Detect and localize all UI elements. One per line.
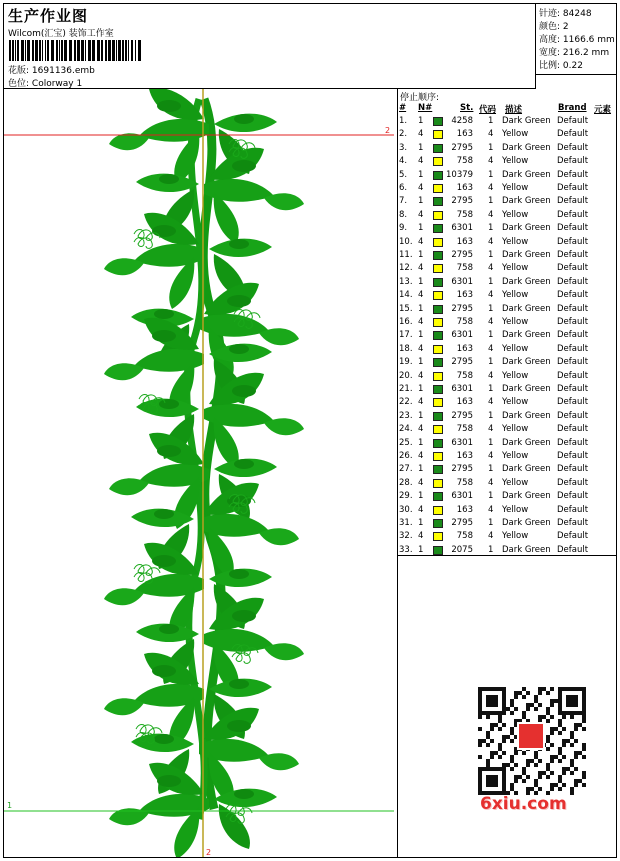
col-needle: N# [418, 103, 433, 113]
row-brand: Default [557, 236, 589, 247]
table-row [398, 384, 616, 397]
row-index: 8. [399, 209, 408, 220]
color-swatch [433, 264, 443, 273]
row-stitches: 2795 [451, 464, 473, 475]
color-swatch [433, 278, 443, 287]
row-description: Yellow [502, 263, 529, 274]
row-stitches: 163 [456, 504, 473, 515]
color-swatch [433, 532, 443, 541]
row-needle: 4 [418, 343, 424, 354]
color-swatch [433, 385, 443, 394]
row-index: 16. [399, 317, 413, 327]
row-description: Yellow [502, 397, 529, 408]
row-needle: 1 [418, 544, 424, 555]
row-needle: 1 [418, 116, 424, 126]
row-needle: 4 [418, 451, 424, 461]
row-brand: Default [557, 209, 589, 220]
page-title: 生产作业图 [8, 7, 89, 25]
design-preview [4, 89, 398, 857]
row-description: Dark Green [502, 276, 551, 287]
row-description: Dark Green [502, 357, 551, 368]
row-needle: 1 [418, 303, 424, 314]
row-index: 32. [399, 531, 413, 542]
col-idx: # [399, 103, 407, 113]
color-swatch [433, 425, 443, 434]
table-row [398, 478, 616, 491]
marker-vertical: 2 [206, 848, 212, 857]
color-swatch [433, 465, 443, 474]
row-description: Yellow [502, 317, 529, 327]
row-code: 1 [488, 491, 494, 502]
row-index: 17. [399, 330, 413, 341]
color-swatch [433, 238, 443, 247]
color-swatch [433, 506, 443, 515]
row-stitches: 2795 [451, 250, 473, 260]
row-index: 4. [399, 156, 408, 167]
row-description: Dark Green [502, 384, 551, 394]
row-index: 1. [399, 116, 408, 126]
color-swatch [433, 184, 443, 193]
row-needle: 1 [418, 464, 424, 475]
row-description: Yellow [502, 424, 529, 435]
row-needle: 4 [418, 236, 424, 247]
row-description: Dark Green [502, 330, 551, 341]
colorway-line [8, 76, 82, 89]
row-brand: Default [557, 116, 589, 126]
row-brand: Default [557, 129, 589, 140]
row-brand: Default [557, 169, 589, 180]
row-brand: Default [557, 290, 589, 301]
row-needle: 1 [418, 437, 424, 448]
color-swatch [433, 479, 443, 488]
row-needle: 1 [418, 384, 424, 394]
row-code: 1 [488, 169, 494, 180]
row-stitches: 163 [456, 290, 473, 301]
row-code: 1 [488, 142, 494, 153]
row-description: Dark Green [502, 437, 551, 448]
row-index: 18. [399, 343, 413, 354]
row-needle: 4 [418, 317, 424, 327]
table-row [398, 491, 616, 504]
row-brand: Default [557, 317, 589, 327]
row-stitches: 6301 [451, 330, 473, 341]
row-stitches: 6301 [451, 384, 473, 394]
color-swatch [433, 130, 443, 139]
row-brand: Default [557, 370, 589, 381]
color-swatch [433, 171, 443, 180]
stat-stitches: 针迹: 84248 [539, 9, 592, 19]
color-swatch [433, 211, 443, 220]
barcode-icon [9, 40, 141, 61]
row-code: 1 [488, 518, 494, 528]
table-row [398, 371, 616, 384]
row-index: 25. [399, 437, 413, 448]
table-row [398, 344, 616, 357]
col-element: 元素 [594, 105, 612, 115]
color-swatch [433, 117, 443, 126]
row-index: 7. [399, 196, 408, 207]
site-watermark: 6xiu.com [480, 794, 567, 814]
row-needle: 4 [418, 397, 424, 408]
row-description: Yellow [502, 236, 529, 247]
row-needle: 1 [418, 330, 424, 341]
row-description: Yellow [502, 477, 529, 488]
color-swatch [433, 197, 443, 206]
row-stitches: 2795 [451, 142, 473, 153]
row-stitches: 4258 [451, 116, 473, 126]
row-description: Yellow [502, 209, 529, 220]
row-needle: 4 [418, 183, 424, 193]
row-index: 9. [399, 223, 408, 234]
row-code: 4 [488, 451, 494, 461]
row-brand: Default [557, 276, 589, 287]
row-code: 4 [488, 183, 494, 193]
row-needle: 1 [418, 196, 424, 207]
row-description: Dark Green [502, 303, 551, 314]
table-row [398, 304, 616, 317]
row-brand: Default [557, 183, 589, 193]
table-row [398, 237, 616, 250]
row-description: Yellow [502, 156, 529, 167]
row-code: 1 [488, 330, 494, 341]
row-description: Yellow [502, 451, 529, 461]
row-brand: Default [557, 504, 589, 515]
row-code: 4 [488, 317, 494, 327]
row-stitches: 2075 [451, 544, 473, 555]
file-name: 1691136.emb [31, 66, 95, 76]
row-index: 13. [399, 276, 413, 287]
row-index: 20. [399, 370, 413, 381]
row-code: 4 [488, 263, 494, 274]
row-index: 29. [399, 491, 413, 502]
table-row [398, 505, 616, 518]
row-description: Yellow [502, 531, 529, 542]
row-code: 1 [488, 464, 494, 475]
row-code: 1 [488, 276, 494, 287]
row-index: 15. [399, 303, 413, 314]
color-swatch [433, 546, 443, 555]
row-description: Dark Green [502, 169, 551, 180]
header-panel [4, 4, 536, 89]
row-brand: Default [557, 156, 589, 167]
qr-code-icon [474, 683, 590, 799]
row-index: 2. [399, 129, 408, 140]
row-needle: 4 [418, 477, 424, 488]
row-stitches: 2795 [451, 410, 473, 421]
row-code: 4 [488, 424, 494, 435]
color-swatch [433, 345, 443, 354]
row-stitches: 6301 [451, 437, 473, 448]
row-needle: 4 [418, 290, 424, 301]
row-index: 26. [399, 451, 413, 461]
marker-bottom: 1 [7, 801, 13, 810]
row-needle: 1 [418, 518, 424, 528]
row-code: 1 [488, 303, 494, 314]
color-swatch [433, 439, 443, 448]
row-index: 31. [399, 518, 413, 528]
row-description: Dark Green [502, 491, 551, 502]
row-stitches: 758 [456, 531, 473, 542]
table-row [398, 183, 616, 196]
row-brand: Default [557, 263, 589, 274]
row-index: 10. [399, 236, 413, 247]
table-row [398, 451, 616, 464]
color-swatch [433, 318, 443, 327]
color-swatch [433, 291, 443, 300]
row-description: Dark Green [502, 464, 551, 475]
row-description: Dark Green [502, 116, 551, 126]
color-swatch [433, 398, 443, 407]
row-code: 4 [488, 343, 494, 354]
row-needle: 1 [418, 250, 424, 260]
col-brand: Brand [558, 103, 587, 113]
row-description: Dark Green [502, 142, 551, 153]
row-needle: 4 [418, 263, 424, 274]
row-needle: 1 [418, 491, 424, 502]
row-description: Dark Green [502, 544, 551, 555]
color-swatch [433, 144, 443, 153]
table-row [398, 464, 616, 477]
row-brand: Default [557, 223, 589, 234]
table-row [398, 210, 616, 223]
production-sheet [3, 3, 617, 858]
row-stitches: 758 [456, 424, 473, 435]
row-code: 1 [488, 437, 494, 448]
row-stitches: 6301 [451, 276, 473, 287]
row-brand: Default [557, 196, 589, 207]
row-code: 1 [488, 223, 494, 234]
row-stitches: 758 [456, 370, 473, 381]
row-index: 23. [399, 410, 413, 421]
table-row [398, 116, 616, 129]
row-brand: Default [557, 531, 589, 542]
color-swatch [433, 412, 443, 421]
stop-sequence-title: 停止顺序: [400, 93, 440, 103]
colorway-name: Colorway 1 [31, 79, 83, 89]
row-brand: Default [557, 330, 589, 341]
row-needle: 4 [418, 156, 424, 167]
embroidery-design-image [4, 89, 398, 857]
row-code: 4 [488, 129, 494, 140]
row-code: 4 [488, 370, 494, 381]
row-brand: Default [557, 357, 589, 368]
stat-colors: 颜色: 2 [539, 22, 569, 32]
row-brand: Default [557, 451, 589, 461]
col-stitches: St. [460, 103, 474, 113]
row-description: Dark Green [502, 250, 551, 260]
row-needle: 4 [418, 370, 424, 381]
row-code: 4 [488, 531, 494, 542]
row-index: 28. [399, 477, 413, 488]
row-description: Yellow [502, 504, 529, 515]
row-code: 4 [488, 236, 494, 247]
color-swatch [433, 358, 443, 367]
table-row [398, 290, 616, 303]
table-row [398, 170, 616, 183]
row-brand: Default [557, 142, 589, 153]
row-needle: 1 [418, 276, 424, 287]
row-stitches: 2795 [451, 303, 473, 314]
col-code: 代码 [479, 105, 497, 115]
row-brand: Default [557, 343, 589, 354]
row-brand: Default [557, 303, 589, 314]
row-index: 3. [399, 142, 408, 153]
row-index: 21. [399, 384, 413, 394]
stop-sequence-panel [398, 89, 616, 556]
row-description: Yellow [502, 343, 529, 354]
color-swatch [433, 519, 443, 528]
row-description: Yellow [502, 183, 529, 193]
row-index: 5. [399, 169, 408, 180]
row-needle: 4 [418, 129, 424, 140]
row-stitches: 2795 [451, 196, 473, 207]
color-swatch [433, 224, 443, 233]
row-needle: 1 [418, 410, 424, 421]
row-code: 4 [488, 290, 494, 301]
row-brand: Default [557, 518, 589, 528]
col-description: 描述 [505, 105, 523, 115]
row-brand: Default [557, 424, 589, 435]
table-row [398, 411, 616, 424]
row-description: Dark Green [502, 196, 551, 207]
table-row [398, 397, 616, 410]
row-description: Yellow [502, 129, 529, 140]
stats-panel [536, 4, 616, 75]
table-row [398, 129, 616, 142]
row-description: Dark Green [502, 223, 551, 234]
row-description: Yellow [502, 370, 529, 381]
table-header [398, 103, 616, 115]
row-code: 1 [488, 116, 494, 126]
row-brand: Default [557, 477, 589, 488]
table-row [398, 277, 616, 290]
row-brand: Default [557, 437, 589, 448]
file-line [8, 63, 95, 76]
row-stitches: 6301 [451, 223, 473, 234]
row-stitches: 2795 [451, 357, 473, 368]
row-brand: Default [557, 384, 589, 394]
row-index: 24. [399, 424, 413, 435]
row-brand: Default [557, 397, 589, 408]
row-needle: 1 [418, 223, 424, 234]
table-row [398, 223, 616, 236]
row-stitches: 758 [456, 156, 473, 167]
file-label: 花版: [8, 66, 30, 76]
row-description: Yellow [502, 290, 529, 301]
row-stitches: 758 [456, 263, 473, 274]
row-needle: 4 [418, 209, 424, 220]
table-row [398, 357, 616, 370]
row-needle: 4 [418, 424, 424, 435]
row-code: 4 [488, 397, 494, 408]
color-swatch [433, 452, 443, 461]
row-stitches: 758 [456, 477, 473, 488]
row-code: 1 [488, 196, 494, 207]
table-row [398, 156, 616, 169]
row-needle: 1 [418, 142, 424, 153]
row-code: 4 [488, 156, 494, 167]
row-brand: Default [557, 250, 589, 260]
row-stitches: 2795 [451, 518, 473, 528]
table-row [398, 438, 616, 451]
table-row [398, 545, 616, 558]
row-brand: Default [557, 410, 589, 421]
color-swatch [433, 251, 443, 260]
table-row [398, 263, 616, 276]
row-stitches: 163 [456, 236, 473, 247]
row-stitches: 163 [456, 451, 473, 461]
table-row [398, 250, 616, 263]
table-row [398, 424, 616, 437]
table-row [398, 531, 616, 544]
color-swatch [433, 305, 443, 314]
color-swatch [433, 372, 443, 381]
row-index: 33. [399, 544, 413, 555]
row-code: 1 [488, 357, 494, 368]
stat-width: 宽度: 216.2 mm [539, 48, 610, 58]
row-needle: 4 [418, 531, 424, 542]
stat-height: 高度: 1166.6 mm [539, 35, 615, 45]
studio-name: Wilcom(汇宝) 装饰工作室 [8, 29, 114, 39]
row-index: 11. [399, 250, 413, 260]
row-index: 6. [399, 183, 408, 193]
row-stitches: 163 [456, 343, 473, 354]
row-stitches: 10379 [446, 169, 474, 180]
row-stitches: 163 [456, 129, 473, 140]
color-swatch [433, 331, 443, 340]
row-stitches: 758 [456, 317, 473, 327]
row-brand: Default [557, 464, 589, 475]
row-stitches: 6301 [451, 491, 473, 502]
row-index: 14. [399, 290, 413, 301]
row-needle: 1 [418, 357, 424, 368]
row-code: 1 [488, 544, 494, 555]
table-row [398, 330, 616, 343]
row-code: 4 [488, 504, 494, 515]
row-index: 30. [399, 504, 413, 515]
row-index: 27. [399, 464, 413, 475]
table-row [398, 317, 616, 330]
row-description: Dark Green [502, 410, 551, 421]
row-stitches: 163 [456, 183, 473, 193]
row-code: 4 [488, 477, 494, 488]
table-row [398, 196, 616, 209]
row-brand: Default [557, 491, 589, 502]
row-code: 4 [488, 209, 494, 220]
row-index: 12. [399, 263, 413, 274]
row-code: 1 [488, 410, 494, 421]
table-row [398, 518, 616, 531]
color-swatch [433, 157, 443, 166]
row-index: 22. [399, 397, 413, 408]
row-index: 19. [399, 357, 413, 368]
colorway-label: 色位: [8, 79, 30, 89]
row-description: Dark Green [502, 518, 551, 528]
row-stitches: 163 [456, 397, 473, 408]
row-stitches: 758 [456, 209, 473, 220]
stat-scale: 比例: 0.22 [539, 61, 583, 71]
table-row [398, 143, 616, 156]
row-needle: 4 [418, 504, 424, 515]
color-swatch [433, 492, 443, 501]
row-code: 1 [488, 384, 494, 394]
marker-top: 2 [385, 126, 391, 135]
row-needle: 1 [418, 169, 424, 180]
row-code: 1 [488, 250, 494, 260]
row-brand: Default [557, 544, 589, 555]
